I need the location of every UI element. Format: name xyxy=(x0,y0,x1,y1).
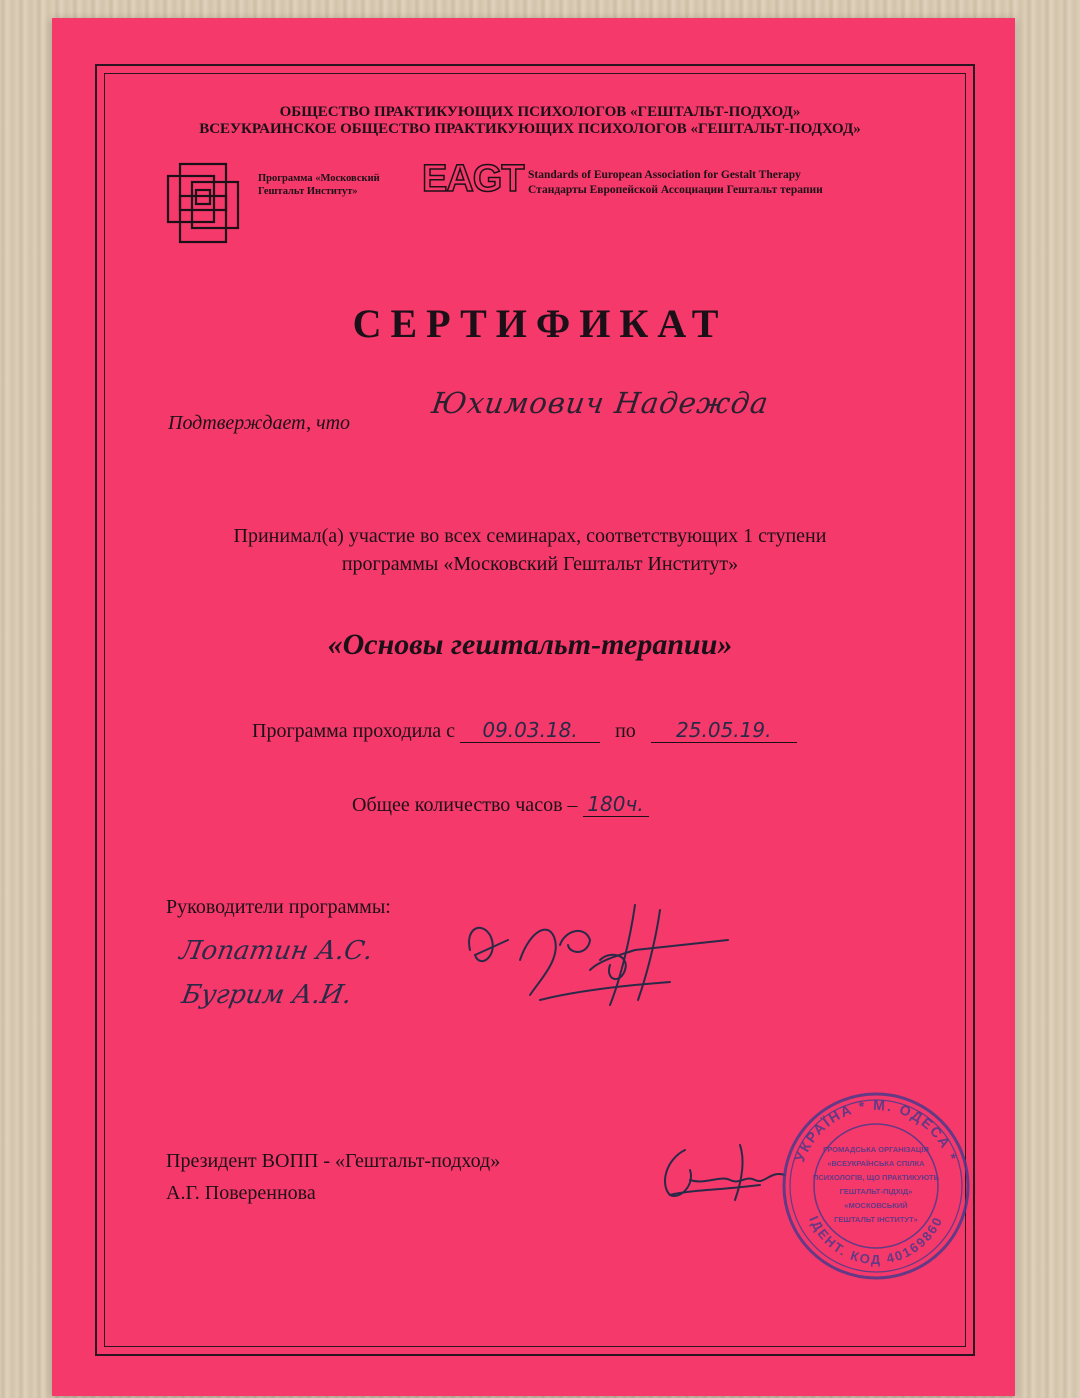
stamp-center-line: «МОСКОВСЬКИЙ xyxy=(844,1201,908,1210)
program-line-1: Программа «Московский xyxy=(258,173,380,184)
leaders-signature xyxy=(460,900,730,1010)
participation-line-2: программы «Московский Гештальт Институт» xyxy=(341,553,739,575)
official-stamp xyxy=(778,1088,974,1284)
leader-name-1-handwritten: Лопатин А.С. xyxy=(177,936,376,966)
standards-caption xyxy=(528,168,823,198)
certificate-title: СЕРТИФИКАТ xyxy=(352,301,728,346)
stamp-ring-bottom: ІДЕНТ. КОД 40169860 xyxy=(806,1213,946,1268)
president-title: Президент ВОПП - «Гештальт-подход» xyxy=(166,1150,501,1172)
standards-en: Standards of European Association for Gestalt Therapy xyxy=(528,169,801,181)
stamp-center-line: ГРОМАДСЬКА ОРГАНІЗАЦІЯ xyxy=(823,1145,929,1154)
stamp-center xyxy=(813,1145,940,1224)
course-name: «Основы гештальт-терапии» xyxy=(327,628,733,661)
program-caption xyxy=(258,172,380,198)
president-name: А.Г. Повереннова xyxy=(166,1182,316,1204)
org-line-2: ВСЕУКРАИНСКОЕ ОБЩЕСТВО ПРАКТИКУЮЩИХ ПСИХОЛОГОВ «ГЕШТАЛЬТ-ПОДХОД» xyxy=(199,121,861,137)
org-line-1: ОБЩЕСТВО ПРАКТИКУЮЩИХ ПСИХОЛОГОВ «ГЕШТАЛЬТ-ПОДХОД» xyxy=(279,104,801,120)
dates-middle: по xyxy=(615,720,636,742)
program-line-2: Гештальт Институт» xyxy=(258,186,358,197)
standards-ru: Стандарты Европейской Ассоциации Гештальт терапии xyxy=(528,184,823,196)
leaders-label: Руководители программы: xyxy=(166,896,391,918)
stamp-ring-top: УКРАЇНА * М. ОДЕСА * xyxy=(791,1096,961,1164)
recipient-name-handwritten: Юхимович Надежда xyxy=(429,386,772,420)
program-dates xyxy=(252,718,797,743)
stamp-center-line: ГЕШТАЛЬТ ІНСТИТУТ» xyxy=(834,1215,918,1224)
institute-logo-icon xyxy=(166,162,252,246)
eagt-logo: EAGT xyxy=(422,158,524,200)
dates-prefix: Программа проходила с xyxy=(252,720,456,742)
start-date-handwritten: 09.03.18. xyxy=(460,718,600,743)
end-date-handwritten: 25.05.19. xyxy=(651,718,797,743)
stamp-center-line: ПСИХОЛОГІВ, ЩО ПРАКТИКУЮТЬ xyxy=(812,1173,940,1182)
participation-line-1: Принимал(а) участие во всех семинарах, соответствующих 1 ступени xyxy=(233,525,827,547)
confirm-label: Подтверждает, что xyxy=(168,412,351,434)
stamp-center-line: «ВСЕУКРАЇНСЬКА СПІЛКА xyxy=(827,1159,925,1168)
leader-name-2-handwritten: Бугрим А.И. xyxy=(179,980,355,1010)
hours-label: Общее количество часов – xyxy=(352,794,578,816)
total-hours xyxy=(352,792,649,817)
hours-value-handwritten: 180ч. xyxy=(583,792,649,817)
stamp-center-line: ГЕШТАЛЬТ-ПІДХІД» xyxy=(839,1187,913,1196)
